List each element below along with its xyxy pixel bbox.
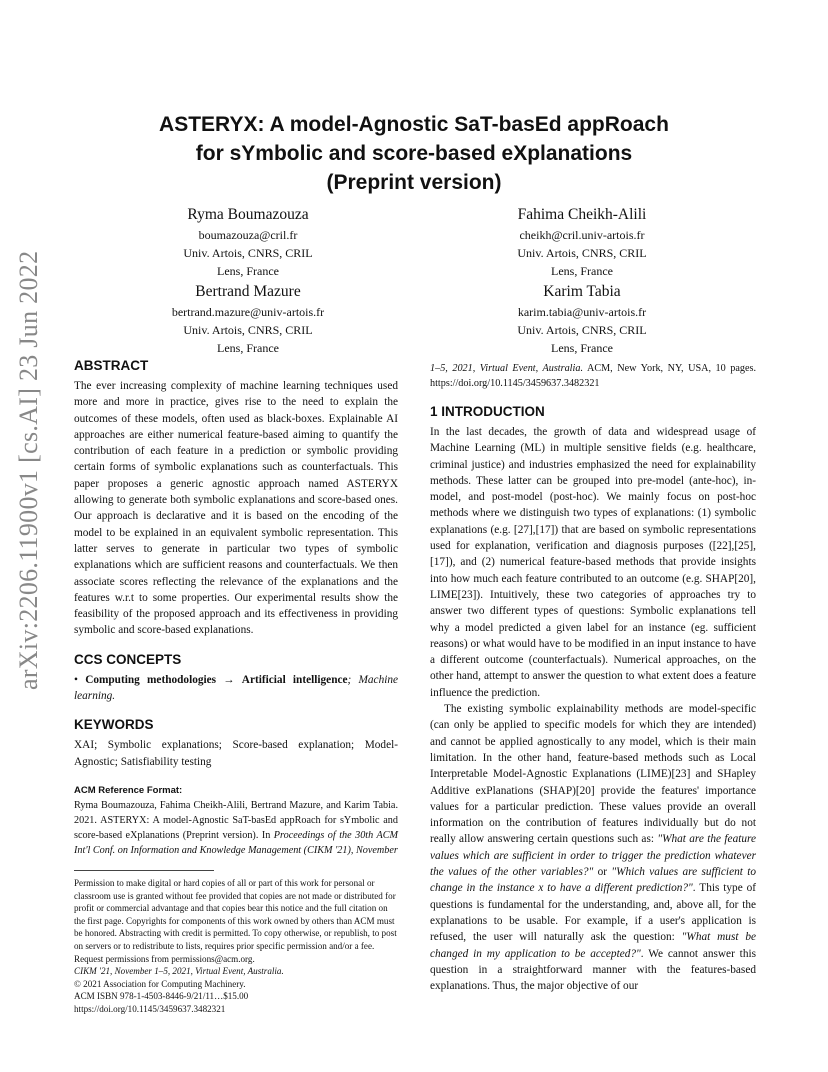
arxiv-identifier: arXiv:2206.11900v1 [cs.AI] 23 Jun 2022 xyxy=(14,250,43,690)
author-block xyxy=(452,204,712,280)
acm-ref-venue-cont: 1–5, 2021, Virtual Event, Australia. xyxy=(430,363,583,374)
ccs-tail: ; Machine learning. xyxy=(74,673,399,703)
ccs-concept: Computing methodologies xyxy=(85,673,217,686)
author-email[interactable]: cheikh@cril.univ-artois.fr xyxy=(519,228,645,242)
author-affiliation: Univ. Artois, CNRS, CRIL xyxy=(517,246,647,260)
keywords-heading: KEYWORDS xyxy=(74,717,154,733)
author-email[interactable]: bertrand.mazure@univ-artois.fr xyxy=(171,305,325,319)
author-email[interactable]: karim.tabia@univ-artois.fr xyxy=(517,305,647,319)
isbn-line: ACM ISBN 978-1-4503-8446-9/21/11…$15.00 xyxy=(74,991,249,1002)
doi-link[interactable]: https://doi.org/10.1145/3459637.3482321 xyxy=(74,1003,226,1014)
ccs-bullet: • xyxy=(74,673,78,686)
author-affiliation: Univ. Artois, CNRS, CRIL xyxy=(183,323,313,337)
title-line: (Preprint version) xyxy=(326,171,502,194)
author-block xyxy=(118,281,378,357)
intro-question: "Which values are sufficient to change in the instance x to have a different prediction?" xyxy=(430,866,756,895)
ccs-heading: CCS CONCEPTS xyxy=(74,651,182,667)
paper-title xyxy=(0,110,828,197)
keywords-text: XAI; Symbolic explanations; Score-based explanation; Model-Agnostic; Satisfiability testing xyxy=(74,739,398,768)
intro-question: "What are the feature values which are sufficient in order to trigger the prediction whatever the values of the other variables?" xyxy=(430,833,756,879)
author-affiliation: Univ. Artois, CNRS, CRIL xyxy=(517,323,647,337)
ccs-subconcept: Artificial intelligence xyxy=(241,673,348,686)
permission-notice: Permission to make digital or hard copies of all or part of this work for personal or classroom use is granted without fee provided that copies are not made or distributed for profit or commercial advantage and that copies bear this notice and the full citation on the first page. Copyrights for components of this work owned by others than ACM must be honored. Abstracting with credit is permitted. To copy otherwise, or republish, to post on servers or to redistribute to lists, requires prior specific permission and/or a fee. Request permissions from permissions@acm.org. xyxy=(74,877,397,964)
author-name: Karim Tabia xyxy=(543,283,621,300)
introduction-heading: 1 INTRODUCTION xyxy=(430,404,545,419)
author-location: Lens, France xyxy=(551,341,613,355)
ccs-arrow: → xyxy=(223,673,235,686)
title-line: ASTERYX: A model-Agnostic SaT-basEd appRoach xyxy=(159,113,669,136)
author-affiliation: Univ. Artois, CNRS, CRIL xyxy=(183,246,313,260)
intro-paragraph-1: In the last decades, the growth of data and widespread usage of Machine Learning (ML) in multiple sensitive fields (e.g. healthcare, criminal justice) and industries emphasized the need for explainability methods. These latter can be grouped into pre-model (ante-hoc), in-model, and post-model (post-hoc). We mainly focus on post-hoc methods where we distinguish two types of explanations: (1) symbolic explanations (e.g. [27],[17]) that are based on symbolic representations used for explanation, verification and diagnosis purposes ([22],[25],[17]), and (2) numerical feature-based methods that provide insights into how much each feature contributed to an outcome (e.g. SHAP[20], LIME[23]). Intuitively, these two categories of approaches try to answer two different types of questions: Symbolic explanations tell why a model predicted a given label for an instance (eg. sufficient reasons) or what would have to be modified in an input instance to have a different outcome (counterfactuals). Numerical approaches, on the other hand, attempt to answer the question to what extent does a feature influence the prediction. xyxy=(430,426,756,699)
intro-text: The existing symbolic explainability methods are model-specific (can only be applied to specific models for which they are intended) and cannot be applied agnostically to any model, which is their main limitation. In the other hand, feature-based methods such as Local Interpretable Model-Agnostic Explanations (LIME)[23] and SHapley Additive exPlanations (SHAP)[20] provide the features' importance values for a particular prediction. These values provide an overall information on the contribution of features individually but do not really allow answering certain questions such as: xyxy=(430,703,756,846)
intro-text: or xyxy=(593,866,612,879)
title-line: for sYmbolic and score-based eXplanations xyxy=(195,142,633,165)
acm-ref-continued xyxy=(430,361,756,391)
acm-ref-text xyxy=(74,798,398,858)
intro-paragraph-2 xyxy=(430,701,756,994)
footnote-rule xyxy=(74,870,214,871)
abstract-heading: ABSTRACT xyxy=(74,358,149,373)
author-name: Ryma Boumazouza xyxy=(187,206,309,223)
ccs-concepts xyxy=(74,672,398,705)
copyright-line: © 2021 Association for Computing Machinery. xyxy=(74,978,246,989)
right-column xyxy=(430,361,756,994)
acm-ref-venue: Proceedings of the 30th ACM Int'l Conf. on Information and Knowledge Management (CIKM '21), November xyxy=(74,829,398,856)
abstract-text: The ever increasing complexity of machine learning techniques used more and more in practice, gives rise to the need to explain the outcomes of these models, often used as black-boxes. Explainable AI approaches are either numerical feature-based aiming to quantify the contribution of each feature in a prediction or symbolic providing certain forms of symbolic explanations such as counterfactuals. This paper proposes a generic agnostic approach named ASTERYX allowing to generate both symbolic explanations and score-based ones. Our approach is declarative and it is based on the encoding of the model to be explained in an equivalent symbolic representation. This latter serves to generate in particular two types of symbolic explanations which are sufficient reasons and counterfactuals. We then associate scores reflecting the relevance of the explanations and the features w.r.t to some properties. Our experimental results show the feasibility of the proposed approach and its effectiveness in providing symbolic and score-based explanations. xyxy=(74,380,398,637)
author-block xyxy=(452,281,712,357)
acm-ref-heading: ACM Reference Format: xyxy=(74,784,183,796)
author-block xyxy=(118,204,378,280)
author-location: Lens, France xyxy=(217,341,279,355)
author-email[interactable]: boumazouza@cril.fr xyxy=(198,228,298,242)
author-name: Fahima Cheikh-Alili xyxy=(517,206,647,223)
acm-ref-doi[interactable]: ACM, New York, NY, USA, 10 pages. https://doi.org/10.1145/3459637.3482321 xyxy=(430,363,757,389)
author-name: Bertrand Mazure xyxy=(195,283,301,300)
acm-ref-citation: Ryma Boumazouza, Fahima Cheikh-Alili, Bertrand Mazure, and Karim Tabia. 2021. ASTERYX: A model-Agnostic SaT-basEd appRoach for sYmbolic and score-based eXplanations (Preprint version). In xyxy=(74,799,398,841)
conference-line: CIKM '21, November 1–5, 2021, Virtual Event, Australia. xyxy=(74,966,284,977)
intro-text: . We cannot answer this question in a straightforward manner with the features-based explanations. Thus, the major objective of our xyxy=(430,947,756,993)
author-location: Lens, France xyxy=(551,264,613,278)
author-location: Lens, France xyxy=(217,264,279,278)
left-column xyxy=(74,357,398,1015)
intro-text: . This type of questions is fundamental for the understanding, and, above all, for the explanations to be usable. For example, if a user's application is refused, the user will naturally ask the question: xyxy=(430,882,756,944)
intro-question: "What must be changed in my application to be accepted?" xyxy=(430,931,757,960)
